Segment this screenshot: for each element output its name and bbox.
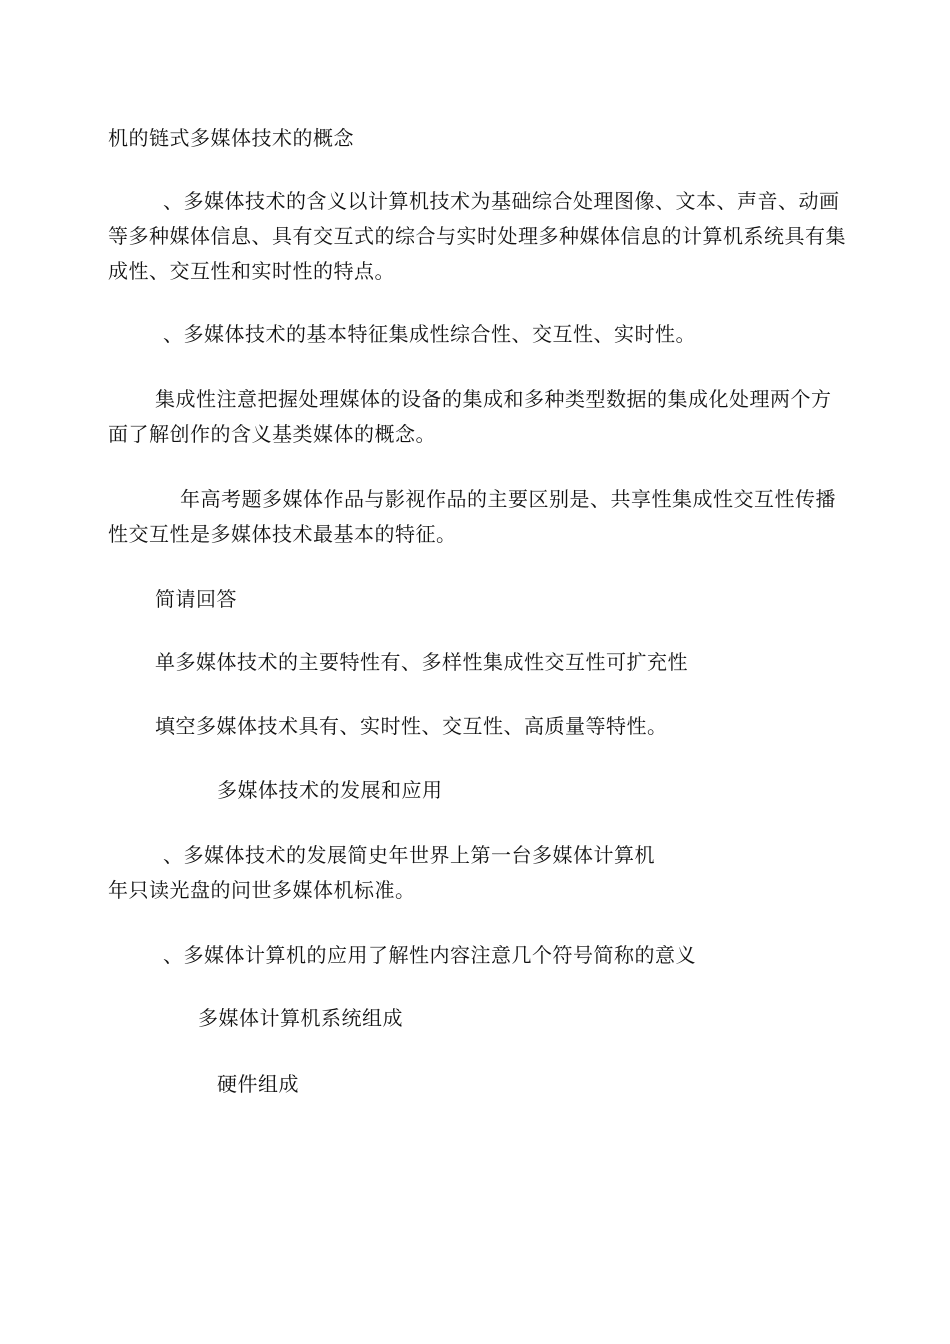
paragraph-line: 成性、交互性和实时性的特点。 bbox=[108, 259, 395, 283]
paragraph-line: 、多媒体技术的含义以计算机技术为基础综合处理图像、文本、声音、动画 bbox=[163, 189, 840, 213]
paragraph-line: 集成性注意把握处理媒体的设备的集成和多种类型数据的集成化处理两个方 bbox=[155, 387, 832, 411]
paragraph-line: 、多媒体技术的发展简史年世界上第一台多媒体计算机 bbox=[163, 843, 655, 867]
paragraph-line: 、多媒体计算机的应用了解性内容注意几个符号简称的意义 bbox=[163, 943, 696, 967]
paragraph-line: 单多媒体技术的主要特性有、多样性集成性交互性可扩充性 bbox=[155, 650, 688, 674]
section-heading: 多媒体计算机系统组成 bbox=[198, 1006, 403, 1030]
section-heading: 简请回答 bbox=[155, 587, 237, 611]
paragraph-line: 性交互性是多媒体技术最基本的特征。 bbox=[108, 522, 457, 546]
paragraph-line: 面了解创作的含义基类媒体的概念。 bbox=[108, 422, 436, 446]
paragraph-line: 填空多媒体技术具有、实时性、交互性、高质量等特性。 bbox=[155, 714, 668, 738]
paragraph-line: 年高考题多媒体作品与影视作品的主要区别是、共享性集成性交互性传播 bbox=[180, 487, 836, 511]
paragraph-line: 等多种媒体信息、具有交互式的综合与实时处理多种媒体信息的计算机系统具有集 bbox=[108, 224, 846, 248]
heading-concept: 机的链式多媒体技术的概念 bbox=[108, 126, 354, 150]
paragraph-line: 、多媒体技术的基本特征集成性综合性、交互性、实时性。 bbox=[163, 322, 696, 346]
section-heading: 多媒体技术的发展和应用 bbox=[217, 778, 443, 802]
paragraph-line: 年只读光盘的问世多媒体机标准。 bbox=[108, 878, 416, 902]
section-heading: 硬件组成 bbox=[217, 1072, 299, 1096]
